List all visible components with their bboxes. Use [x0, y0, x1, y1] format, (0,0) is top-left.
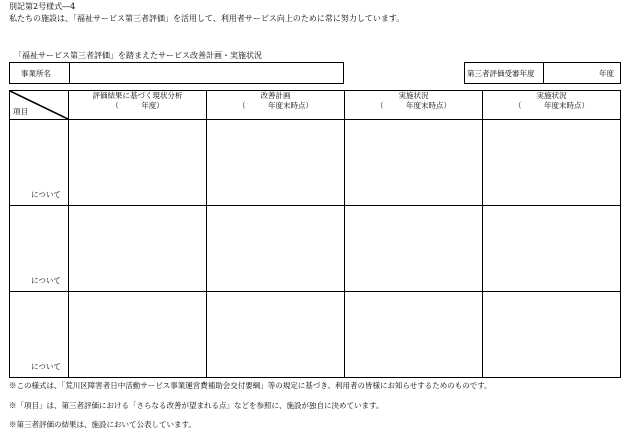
note-2: ※「項目」は、第三者評価における「さらなる改善が望まれる点」などを参照に、施設が独自に決めています。 — [9, 401, 384, 410]
column-header-plan — [207, 91, 345, 120]
column-subtitle: （ 年度末時点） — [376, 101, 451, 110]
eval-year-label: 第三者評価受審年度 — [467, 69, 535, 78]
plan-title: 「福祉サービス第三者評価」を踏まえたサービス改善計画・実施状況 — [14, 51, 262, 60]
note-3: ※第三者評価の結果は、施設において公表しています。 — [9, 420, 196, 429]
status-cell[interactable] — [483, 292, 621, 378]
eval-year-unit[interactable]: 年度 — [599, 69, 614, 78]
about-label: について — [31, 362, 61, 371]
status-cell[interactable] — [345, 120, 483, 206]
note-1: ※この様式は、「荒川区障害者日中活動サービス事業運営費補助会交付要綱」等の規定に基づき、利用者の皆様にお知らせするためのものです。 — [9, 381, 492, 390]
column-title: 実施状況 — [398, 91, 429, 100]
column-title: 改善計画 — [260, 91, 291, 100]
column-header-analysis — [69, 91, 207, 120]
improvement-table — [9, 90, 621, 378]
column-subtitle: （ 年度） — [111, 101, 164, 110]
office-name-box — [9, 62, 344, 84]
item-header: 項目 — [13, 107, 28, 116]
status-cell[interactable] — [345, 206, 483, 292]
form-code: 別記第2号様式―4 — [9, 2, 76, 11]
analysis-cell[interactable] — [69, 120, 207, 206]
eval-year-label-cell — [465, 63, 544, 83]
status-cell[interactable] — [345, 292, 483, 378]
column-header-status-1 — [345, 91, 483, 120]
table-row — [10, 292, 621, 378]
column-title: 実施状況 — [536, 91, 567, 100]
column-subtitle: （ 年度末時点） — [238, 101, 313, 110]
status-cell[interactable] — [483, 206, 621, 292]
item-header-cell — [10, 91, 69, 120]
item-cell[interactable] — [10, 206, 69, 292]
column-subtitle: （ 年度末時点） — [514, 101, 589, 110]
plan-cell[interactable] — [207, 206, 345, 292]
column-header-status-2 — [483, 91, 621, 120]
eval-year-box — [464, 62, 621, 84]
office-name-label-cell — [10, 63, 70, 83]
table-row — [10, 206, 621, 292]
column-title: 評価結果に基づく現状分析 — [92, 91, 183, 100]
item-cell[interactable] — [10, 292, 69, 378]
intro-text: 私たちの施設は、「福祉サービス第三者評価」を活用して、利用者サービス向上のために常に努力しています。 — [9, 14, 405, 23]
office-name-label: 事業所名 — [21, 69, 51, 78]
table-row — [10, 120, 621, 206]
plan-cell[interactable] — [207, 120, 345, 206]
about-label: について — [31, 276, 61, 285]
plan-cell[interactable] — [207, 292, 345, 378]
status-cell[interactable] — [483, 120, 621, 206]
analysis-cell[interactable] — [69, 292, 207, 378]
analysis-cell[interactable] — [69, 206, 207, 292]
item-cell[interactable] — [10, 120, 69, 206]
table-header-row — [10, 91, 621, 120]
about-label: について — [31, 190, 61, 199]
